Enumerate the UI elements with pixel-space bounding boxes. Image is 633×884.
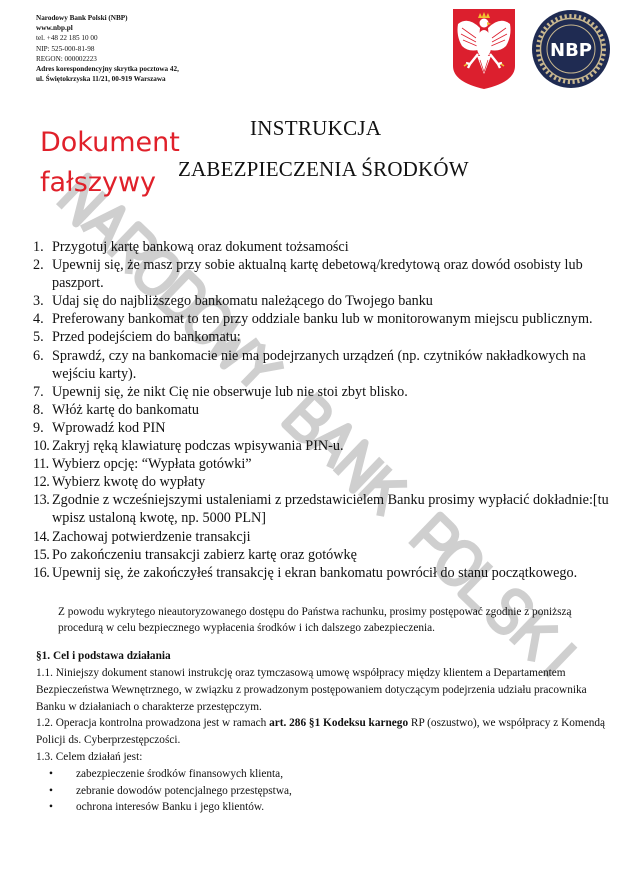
paragraph-1-2-end: RP (oszustwo), we współpracy z Komendą Policji ds. Cyberprzestępczości. bbox=[36, 717, 606, 747]
step-item bbox=[33, 401, 613, 419]
step-number: 9. bbox=[33, 419, 44, 436]
bank-website: www.nbp.pl bbox=[36, 24, 73, 33]
step-number: 1. bbox=[33, 239, 44, 255]
coat-of-arms-logo bbox=[452, 8, 516, 90]
step-text: Włóż kartę do bankomatu bbox=[52, 401, 199, 418]
seal-text: NBP bbox=[550, 40, 592, 61]
page-subtitle: ZABEZPIECZENIA ŚRODKÓW bbox=[178, 157, 469, 181]
step-item bbox=[33, 546, 613, 564]
step-number: 12. bbox=[33, 474, 50, 491]
bank-address-line1: Adres korespondencyjny skrytka pocztowa 42, bbox=[36, 65, 179, 74]
bank-nip: NIP: 525-000-81-98 bbox=[36, 44, 95, 53]
step-text: Wybierz kwotę do wypłaty bbox=[52, 474, 206, 491]
section-1 bbox=[36, 648, 616, 816]
step-item bbox=[33, 455, 613, 473]
step-number: 3. bbox=[33, 293, 44, 310]
stamp-line-1: Dokument bbox=[40, 127, 180, 158]
nbp-seal-logo bbox=[531, 9, 611, 89]
step-item bbox=[33, 419, 613, 437]
list-item-text: zabezpieczenie środków finansowych klienta, bbox=[76, 767, 284, 780]
step-text: Przed podejściem do bankomatu: bbox=[52, 329, 241, 346]
step-text: Przygotuj kartę bankową oraz dokument tożsamości bbox=[52, 239, 349, 255]
bank-address-line2: ul. Świętokrzyska 11/21, 00-919 Warszawa bbox=[36, 75, 166, 84]
step-number: 5. bbox=[33, 329, 44, 346]
list-item-text: zebranie dowodów potencjalnego przestępstwa, bbox=[76, 784, 292, 797]
paragraph-1-1: 1.1. Niniejszy dokument stanowi instrukcję oraz tymczasową umowę współpracy między klientem a Departamentem Bezpieczeństwa Wewnętrznego, w związku z prowadzonym postępowaniem dotyczącym podejrzenia udziału pracownika Banku w działaniach o charakterze przestępczym. bbox=[36, 666, 587, 713]
step-item bbox=[33, 256, 613, 292]
fake-document-stamp bbox=[40, 123, 180, 203]
bank-phone: tel. +48 22 185 10 00 bbox=[36, 34, 98, 43]
step-item bbox=[33, 292, 613, 310]
paragraph-1-3: 1.3. Celem działań jest: bbox=[36, 750, 143, 763]
step-number: 2. bbox=[33, 257, 44, 274]
list-item bbox=[36, 783, 616, 800]
step-text: Upewnij się, że masz przy sobie aktualną kartę debetową/kredytową oraz dowód osobisty lub paszport. bbox=[52, 257, 583, 292]
step-text: Upewnij się, że zakończyłeś transakcję i ekran bankomatu powrócił do stanu początkowego. bbox=[52, 564, 578, 581]
document-header-area bbox=[0, 0, 633, 222]
step-text: Sprawdź, czy na bankomacie nie ma podejrzanych urządzeń (np. czytników nakładkowych na wejściu karty). bbox=[52, 347, 586, 382]
paragraph-1-2 bbox=[36, 715, 616, 749]
step-number: 13. bbox=[33, 492, 50, 509]
step-number: 6. bbox=[33, 347, 44, 364]
step-item bbox=[33, 310, 613, 328]
step-item bbox=[33, 437, 613, 455]
step-item bbox=[33, 238, 613, 256]
list-item bbox=[36, 766, 616, 783]
step-number: 14. bbox=[33, 528, 50, 545]
step-number: 10. bbox=[33, 438, 50, 455]
step-item bbox=[33, 491, 613, 527]
step-text: Upewnij się, że nikt Cię nie obserwuje lub nie stoi zbyt blisko. bbox=[52, 383, 408, 400]
section-heading: §1. Cel i podstawa działania bbox=[36, 650, 171, 663]
legal-reference: art. 286 §1 Kodeksu karnego bbox=[269, 717, 409, 730]
step-item bbox=[33, 528, 613, 546]
bullet-icon: • bbox=[49, 801, 53, 814]
eagle-icon bbox=[452, 8, 516, 90]
step-item bbox=[33, 383, 613, 401]
bank-regon: REGON: 000002223 bbox=[36, 54, 97, 63]
step-number: 11. bbox=[33, 456, 49, 473]
step-number: 7. bbox=[33, 383, 44, 400]
step-number: 8. bbox=[33, 401, 44, 418]
list-item-text: ochrona interesów Banku i jego klientów. bbox=[76, 801, 265, 814]
instruction-steps bbox=[33, 238, 613, 582]
document-body bbox=[0, 222, 633, 846]
step-item bbox=[33, 328, 613, 346]
step-number: 4. bbox=[33, 311, 44, 328]
step-item bbox=[33, 473, 613, 491]
step-number: 16. bbox=[33, 564, 50, 581]
stamp-line-2: fałszywy bbox=[40, 167, 157, 198]
bullet-icon: • bbox=[49, 767, 53, 780]
list-item bbox=[36, 799, 616, 816]
goals-list bbox=[36, 766, 616, 816]
step-text: Preferowany bankomat to ten przy oddziale banku lub w monitorowanym miejscu publicznym. bbox=[52, 311, 593, 328]
paragraph-1-2-start: 1.2. Operacja kontrolna prowadzona jest w ramach bbox=[36, 717, 270, 730]
step-text: Zgodnie z wcześniejszymi ustaleniami z przedstawicielem Banku prosimy wypłacić dokładnie:[tu wpisz ustaloną kwotę, np. 5000 PLN] bbox=[52, 492, 609, 527]
step-text: Po zakończeniu transakcji zabierz kartę oraz gotówkę bbox=[52, 546, 357, 563]
intro-paragraph: Z powodu wykrytego nieautoryzowanego dostępu do Państwa rachunku, prosimy postępować zgodnie z poniższą procedurą w celu bezpiecznego wypłacenia środków i ich dalszego zabezpieczenia. bbox=[58, 605, 572, 634]
step-number: 15. bbox=[33, 546, 50, 563]
bullet-icon: • bbox=[49, 784, 53, 797]
step-text: Udaj się do najbliższego bankomatu należącego do Twojego banku bbox=[52, 293, 433, 310]
step-item bbox=[33, 564, 613, 582]
bank-name: Narodowy Bank Polski (NBP) bbox=[36, 14, 128, 22]
step-text: Wprowadź kod PIN bbox=[52, 419, 166, 436]
page-title: INSTRUKCJA bbox=[250, 116, 382, 140]
nbp-seal-graphic bbox=[531, 9, 611, 89]
step-text: Zakryj ręką klawiaturę podczas wpisywania PIN-u. bbox=[52, 438, 344, 455]
bank-header bbox=[36, 13, 179, 84]
step-text: Wybierz opcję: “Wypłata gotówki” bbox=[52, 456, 252, 473]
step-text: Zachowaj potwierdzenie transakcji bbox=[52, 528, 251, 545]
step-item bbox=[33, 347, 613, 383]
